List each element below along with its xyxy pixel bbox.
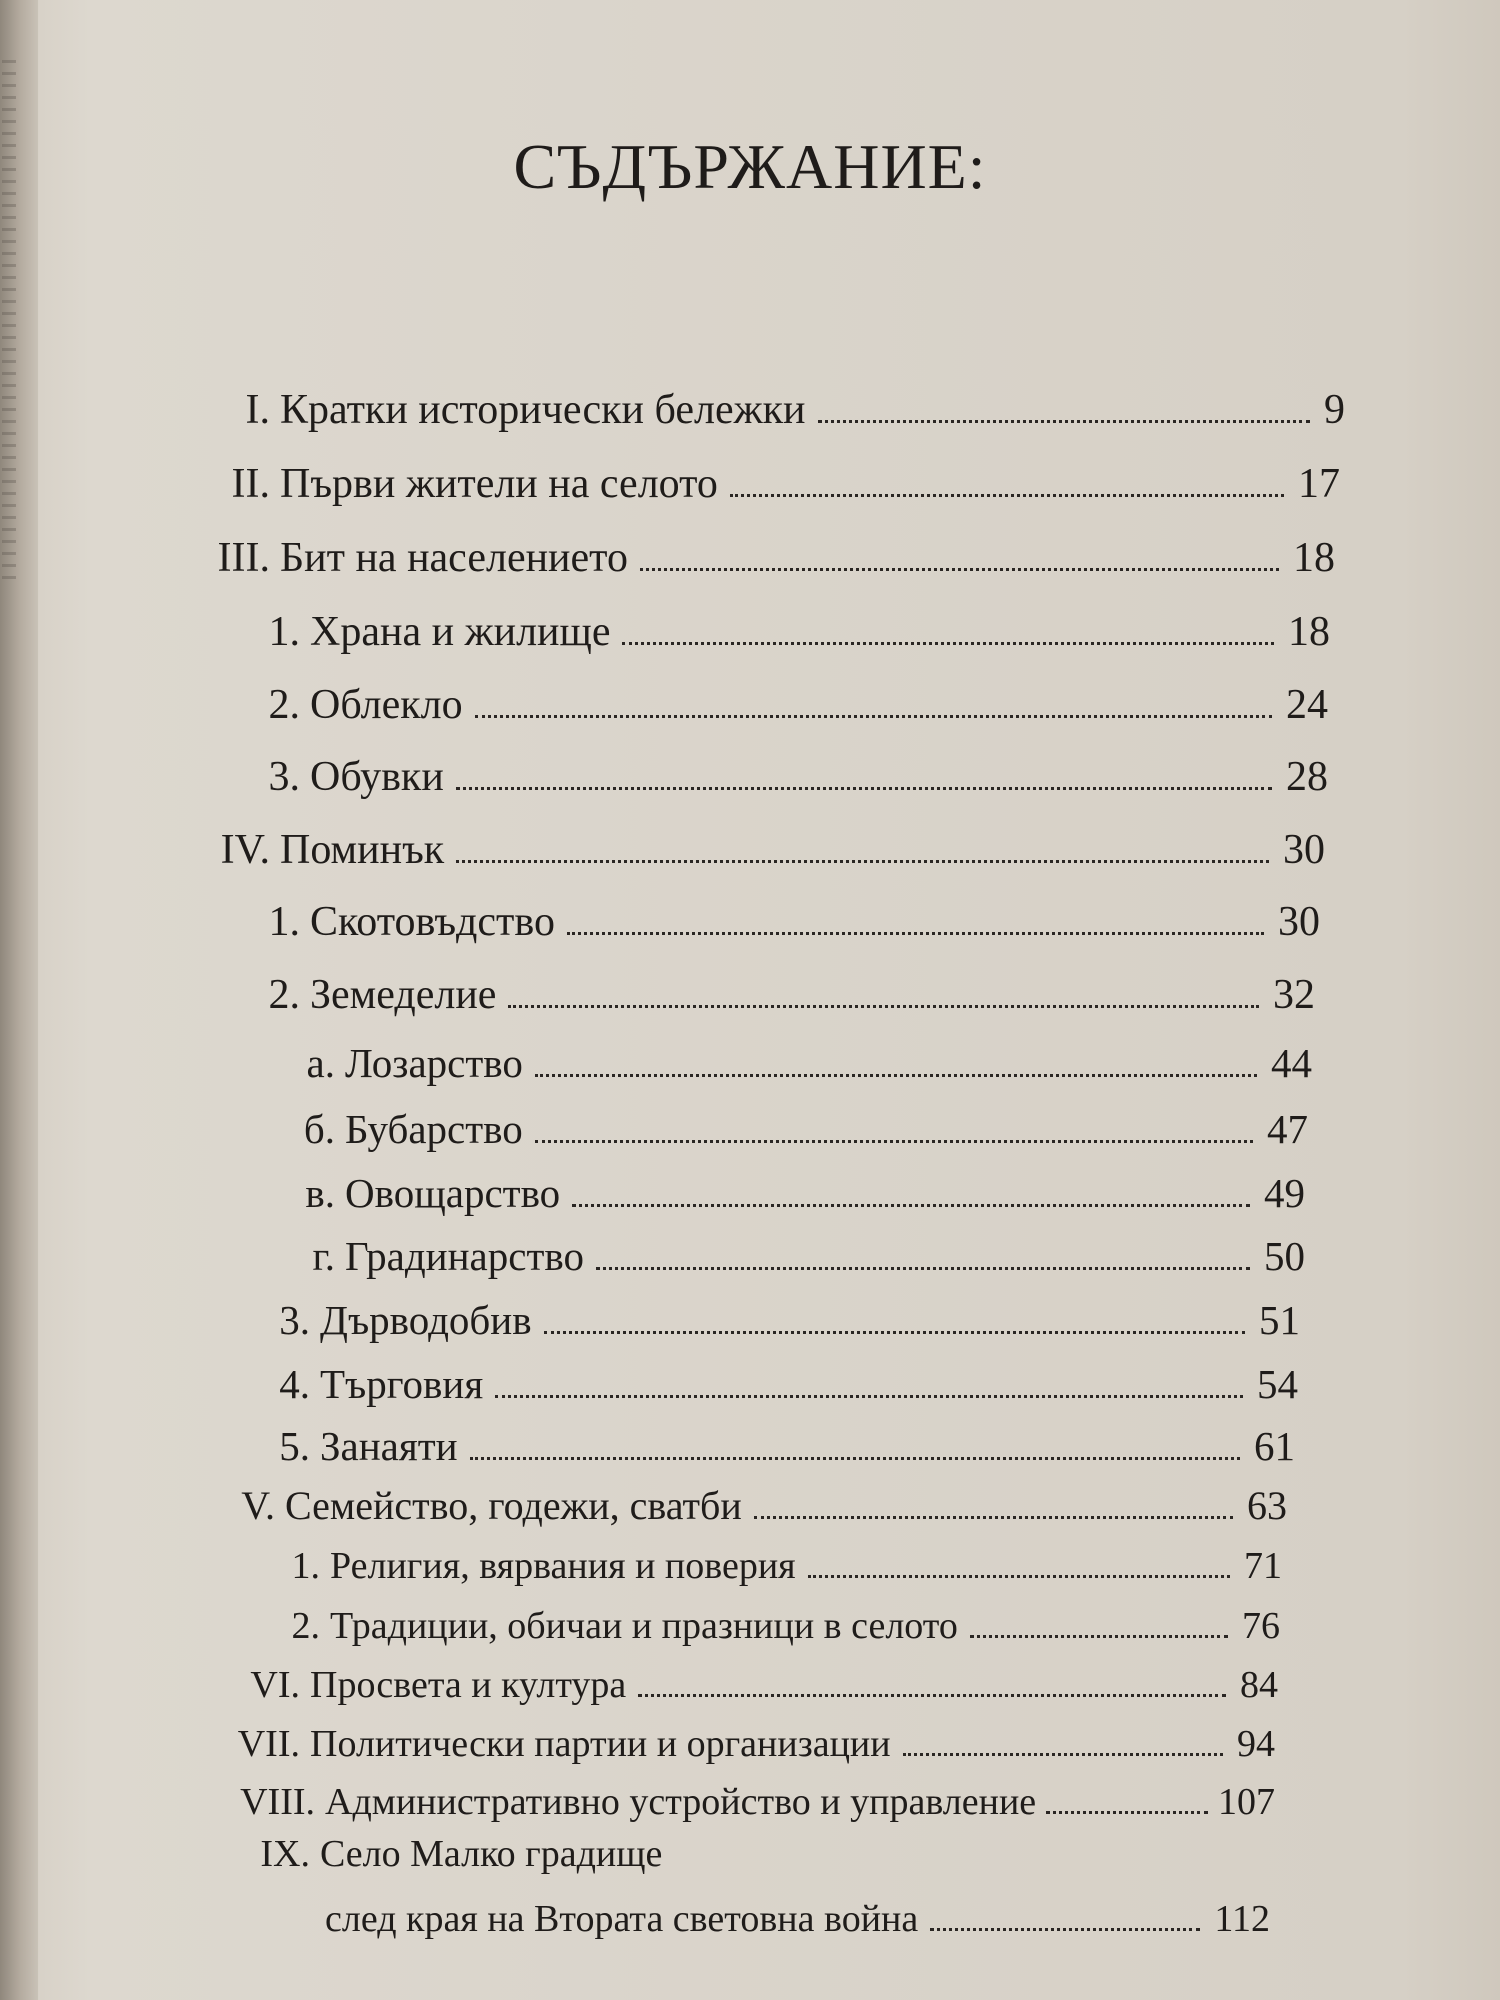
toc-entry [200, 1656, 1278, 1707]
toc-entry-number: а. [306, 1040, 335, 1086]
toc-entry-number: г. [312, 1233, 335, 1279]
dot-leader [596, 1226, 1250, 1270]
dot-leader [730, 452, 1284, 497]
toc-entry-number: IX. [260, 1833, 310, 1875]
toc-entry [240, 963, 1315, 1019]
toc-entry-number: III. [217, 535, 270, 581]
dot-leader [567, 890, 1264, 935]
page-title: СЪДЪРЖАНИЕ: [513, 131, 987, 202]
toc-entry-label: след края на Втората световна война [325, 1898, 919, 1940]
toc-entry [275, 1163, 1305, 1217]
dot-leader [456, 818, 1269, 863]
toc-entry-page: 47 [1267, 1106, 1308, 1152]
toc-entry [230, 600, 1330, 656]
toc-entry-label: Традиции, обичаи и празници в селото [330, 1605, 958, 1647]
toc-entry-page: 76 [1242, 1605, 1280, 1647]
toc-entry-number: VII. [237, 1723, 300, 1765]
toc-entry-number: 1. [268, 899, 300, 945]
toc-entry-number: 2. [268, 972, 300, 1018]
toc-entry-label: Просвета и култура [310, 1664, 627, 1706]
toc-entry-number: VIII. [240, 1781, 315, 1823]
toc-entry [260, 1537, 1282, 1588]
dot-leader [638, 1656, 1226, 1697]
toc-entry [250, 1290, 1300, 1344]
toc-entry-label: Семейство, годежи, сватби [285, 1483, 742, 1528]
toc-entry-page: 18 [1288, 609, 1330, 655]
toc-entry-page: 18 [1293, 535, 1335, 581]
toc-entry [250, 1354, 1298, 1408]
toc-entry-number: 2. [268, 682, 300, 728]
toc-entry [190, 1773, 1275, 1824]
toc-entry-label: Първи жители на селото [280, 461, 718, 507]
toc-entry-number: 1. [291, 1545, 320, 1587]
toc-entry [190, 1715, 1275, 1766]
toc-entry-label: Храна и жилище [310, 609, 611, 655]
toc-entry-label: Бит на населението [280, 535, 628, 581]
toc-entry-number: 5. [279, 1423, 310, 1469]
toc-entry-label: Градинарство [345, 1233, 584, 1279]
toc-entry-label: Занаяти [320, 1423, 458, 1469]
dot-leader [544, 1290, 1245, 1334]
dot-leader [495, 1354, 1243, 1398]
dot-leader [1046, 1773, 1208, 1814]
toc-entry [215, 1476, 1287, 1529]
toc-entry-label: Овощарство [345, 1170, 561, 1216]
dot-leader [508, 963, 1259, 1008]
toc-entry-page: 63 [1247, 1483, 1287, 1528]
toc-entry-number: 1. [268, 609, 300, 655]
toc-entry-page: 17 [1298, 461, 1340, 507]
toc-entry [275, 1099, 1308, 1153]
dot-leader [930, 1890, 1200, 1931]
dot-leader [970, 1597, 1228, 1638]
toc-entry-number: V. [241, 1483, 275, 1528]
toc-entry-label: Село Малко градище [320, 1833, 663, 1875]
dot-leader [622, 600, 1274, 645]
toc-entry-page: 32 [1273, 972, 1315, 1018]
toc-entry [250, 1416, 1295, 1470]
dot-leader [903, 1715, 1223, 1756]
toc-entry-number: I. [245, 387, 270, 433]
toc-entry [200, 378, 1345, 434]
toc-entry-page: 51 [1259, 1297, 1300, 1343]
toc-entry-page: 94 [1237, 1723, 1275, 1765]
toc-entry [220, 1832, 1020, 1876]
toc-entry [190, 452, 1340, 508]
toc-entry [275, 1226, 1305, 1280]
toc-entry-label: Поминък [280, 827, 445, 873]
toc-entry-page: 71 [1244, 1545, 1282, 1587]
toc-entry-page: 30 [1283, 827, 1325, 873]
toc-entry-label: Обувки [310, 754, 444, 800]
toc-entry-number: 3. [268, 754, 300, 800]
toc-entry [260, 1597, 1280, 1648]
toc-entry-label: Кратки исторически бележки [280, 387, 806, 433]
toc-entry [240, 890, 1320, 946]
toc-entry-page: 61 [1254, 1423, 1295, 1469]
toc-entry-page: 28 [1286, 754, 1328, 800]
toc-entry [230, 673, 1328, 729]
toc-entry-label: Религия, вярвания и поверия [330, 1545, 796, 1587]
dot-leader [572, 1163, 1250, 1207]
dot-leader [808, 1537, 1230, 1578]
dot-leader [535, 1033, 1257, 1077]
dot-leader [475, 673, 1272, 718]
toc-entry-label: Лозарство [345, 1040, 523, 1086]
toc-entry-page: 49 [1264, 1170, 1305, 1216]
toc-entry-page: 9 [1324, 387, 1345, 433]
toc-entry-number: VI. [250, 1664, 300, 1706]
toc-entry-page: 50 [1264, 1233, 1305, 1279]
toc-entry-number: 2. [291, 1605, 320, 1647]
dot-leader [535, 1099, 1253, 1143]
toc-entry-number: 4. [279, 1361, 310, 1407]
toc-entry-number: II. [231, 461, 270, 507]
toc-entry-label: Бубарство [345, 1106, 523, 1152]
toc-entry [230, 745, 1328, 801]
toc-entry [275, 1033, 1312, 1087]
toc-entry-page: 112 [1214, 1898, 1270, 1940]
toc-entry-label: Облекло [310, 682, 463, 728]
toc-entry-page: 54 [1257, 1361, 1298, 1407]
toc-entry-page: 107 [1218, 1781, 1275, 1823]
dot-leader [470, 1416, 1240, 1460]
toc-entry-label: Търговия [320, 1361, 484, 1407]
toc-entry-continuation [325, 1890, 1270, 1941]
toc-entry-page: 84 [1240, 1664, 1278, 1706]
dot-leader [456, 745, 1272, 790]
toc-entry-number: в. [305, 1170, 335, 1216]
toc-entry-label: Земеделие [310, 972, 497, 1018]
dot-leader [754, 1476, 1233, 1519]
dot-leader [640, 526, 1279, 571]
toc-entry-page: 24 [1286, 682, 1328, 728]
toc-entry-page: 44 [1271, 1040, 1312, 1086]
toc-entry-number: б. [303, 1106, 335, 1152]
toc-entry-label: Дърводобив [320, 1297, 532, 1343]
toc-entry-label: Политически партии и организации [310, 1723, 891, 1765]
toc-entry [190, 818, 1325, 874]
toc-entry-page: 30 [1278, 899, 1320, 945]
toc-entry-number: 3. [279, 1297, 310, 1343]
toc-entry-number: IV. [220, 827, 270, 873]
toc-entry-label: Административно устройство и управление [325, 1781, 1037, 1823]
toc-entry-label: Скотовъдство [310, 899, 555, 945]
dot-leader [818, 378, 1311, 423]
toc-entry [180, 526, 1335, 582]
